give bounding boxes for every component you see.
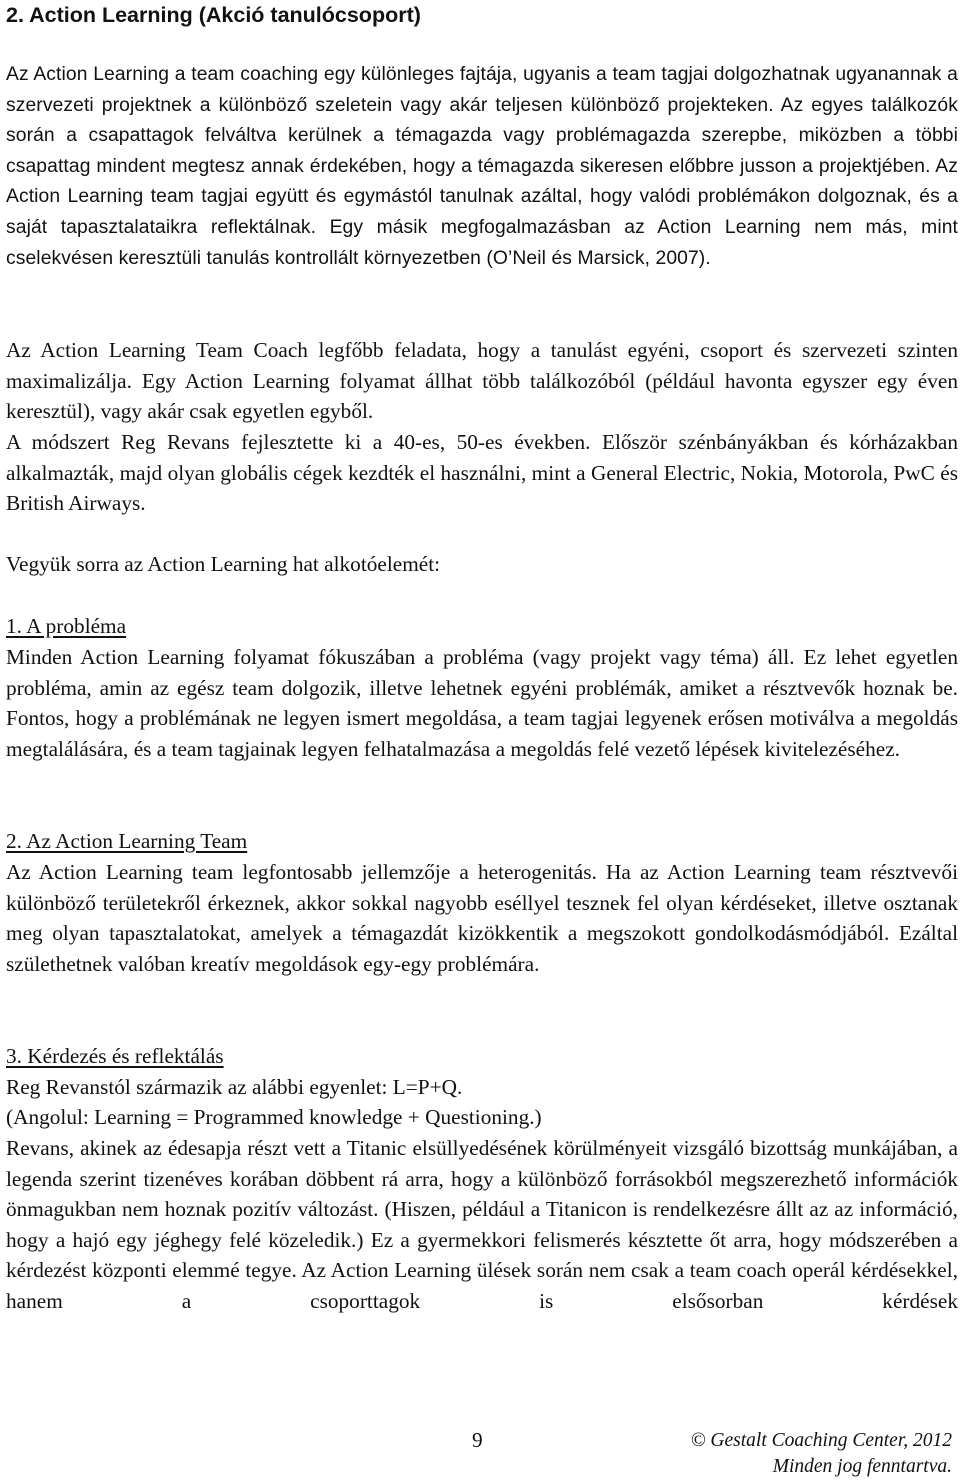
section-body-team: Az Action Learning team legfontosabb jellemzője a heterogenitás. Ha az Action Learning team résztvevői különböző területekről érkeznek, akkor sokkal nagyobb eséllyel tesznek fel olyan kérdéseket, illetve osztanak meg olyan tapasztalatokat, amelyek a témagazdát kizökkentik a megszokott gondolkodásmódjából. Ezáltal születhetnek valóban kreatív megoldások egy-egy problémára. [6,860,958,976]
section-body-questioning: Revans, akinek az édesapja részt vett a Titanic elsüllyedésének körülményeit vizsgáló bizottság munkájában, a legenda szerint tizenéves korában döbbent rá arra, hogy a különböző forrásokból megszerezhető információk önmagukban nem hoznak pozitív változást. (Hiszen, például a Titanicon is rendelkezésre állt az az információ, hogy a hajó egy jéghegy felé közeledik.) Ez a gyermekkori felismerés késztette őt arra, hogy módszerében a kérdezést központi elemmé tegye. Az Action Learning ülések során nem csak a team coach operál kérdésekkel, hanem a csoporttagok is elsősorban kérdések [6,1136,958,1313]
section-body-problem: Minden Action Learning folyamat fókuszában a probléma (vagy projekt vagy téma) áll. Ez lehet egyetlen probléma, amin az egész team dolgozik, illetve lehetnek egyéni problémák, amiket a résztvevők hoznak be. Fontos, hogy a problémának ne legyen ismert megoldása, a team tagjai legyenek erősen motiválva a megoldás megtalálására, és a team tagjainak legyen felhatalmazása a megoldás felé vezető lépések kivitelezéséhez. [6,645,958,761]
section-title: 2. Action Learning (Akció tanulócsoport) [6,3,421,27]
section-heading-team: 2. Az Action Learning Team [6,829,248,853]
footer-copyright [691,1428,952,1480]
section-heading-questioning: 3. Kérdezés és reflektálás [6,1044,224,1068]
rights-text: Minden jog fenntartva. [772,1456,952,1477]
intro-paragraph-2: Az Action Learning Team Coach legfőbb feladata, hogy a tanulást egyéni, csoport és szervezeti szinten maximalizálja. Egy Action Learning folyamat állhat több találkozóból (például havonta egyszer egy éven keresztül), vagy akár csak egyetlen egyből. [6,338,958,424]
equation-english-line: (Angolul: Learning = Programmed knowledge + Questioning.) [6,1105,542,1129]
intro-paragraph-3: A módszert Reg Revans fejlesztette ki a 40-es, 50-es években. Először szénbányákban és kórházakban alkalmazták, majd olyan globális cégek kezdték el használni, mint a General Electric, Nokia, Motorola, PwC és British Airways. [6,430,958,516]
section-heading-problem: 1. A probléma [6,614,127,638]
equation-line: Reg Revanstól származik az alábbi egyenlet: L=P+Q. [6,1075,463,1099]
intro-paragraph-1: Az Action Learning a team coaching egy különleges fajtája, ugyanis a team tagjai dolgozhatnak ugyanannak a szervezeti projektnek a különböző szeletein vagy akár teljesen különböző projekteken. Az egyes találkozók során a csapattagok felváltva kerülnek a témagazda vagy problémagazda szerepbe, miközben a többi csapattag mindent megtesz annak érdekében, hogy a témagazda sikeresen előbbre jusson a projektjében. Az Action Learning team tagjai együtt és egymástól tanulnak azáltal, hogy valódi problémákon dolgoznak, és a saját tapasztalataikra reflektálnak. Egy másik megfogalmazásban az Action Learning nem más, mint cselekvésen keresztüli tanulás kontrollált környezetben (O’Neil és Marsick, 2007). [6,64,958,269]
page-number: 9 [472,1428,483,1452]
copyright-text: © Gestalt Coaching Center, 2012 [690,1430,952,1451]
lead-in-text: Vegyük sorra az Action Learning hat alkotóelemét: [6,552,441,576]
